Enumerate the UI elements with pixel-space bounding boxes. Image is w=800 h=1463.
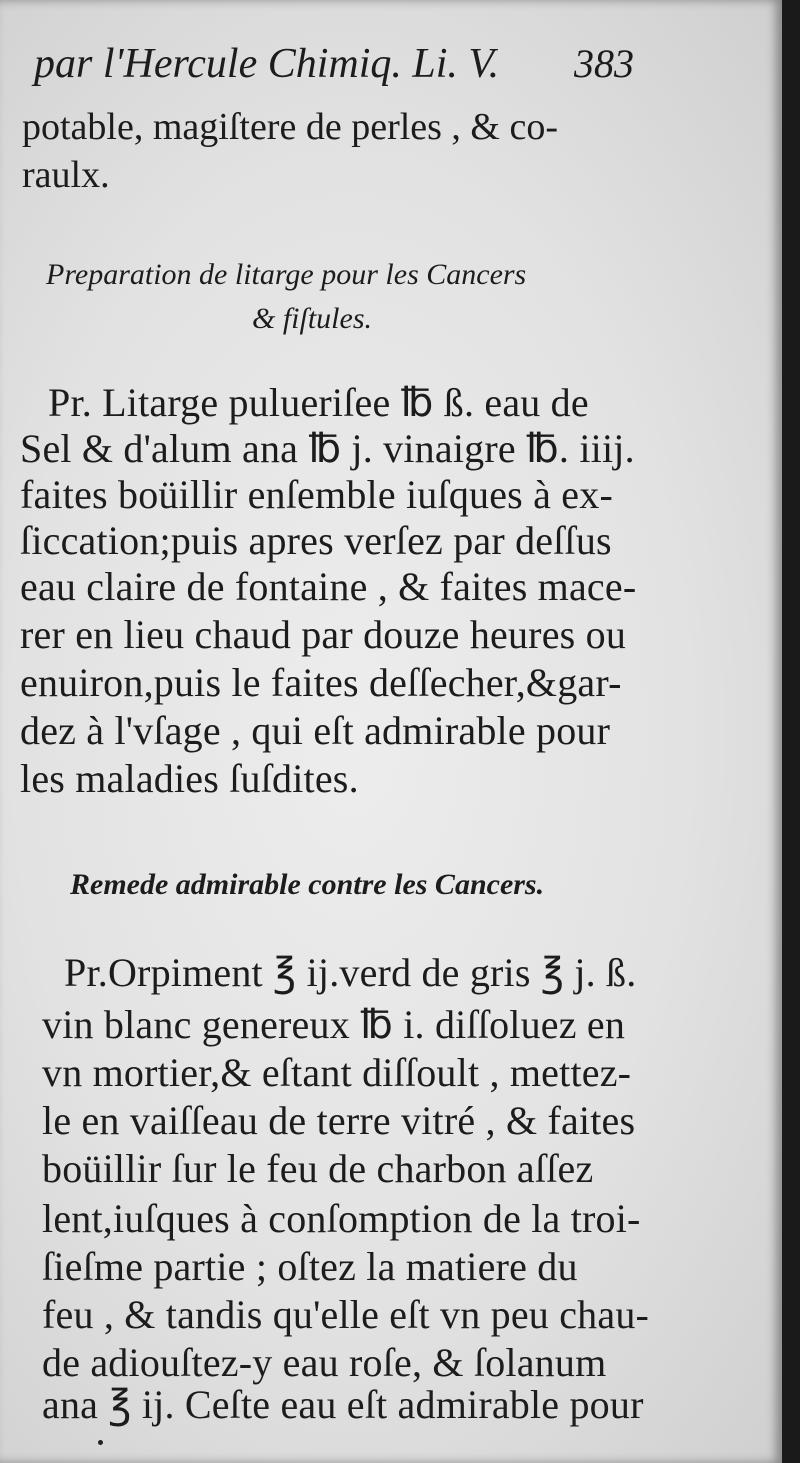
section-heading: Preparation de litarge pour les Cancers [46,258,527,291]
text-line: boüillir ſur le feu de charbon aſſez [42,1146,594,1191]
text-line: ſiccation;puis apres verſez par deſſus [20,518,612,563]
text-line: rer en lieu chaud par douze heures ou [20,612,627,657]
text-line: Sel & d'alum ana ℔ j. vinaigre ℔. iiij. [20,426,635,471]
page-number: 383 [574,41,634,86]
text-line: vn mortier,& eſtant diſſoult , mettez- [42,1050,632,1095]
section-heading: Remede admirable contre les Cancers. [70,868,545,901]
text-line: vin blanc genereux ℔ i. diſſoluez en [42,1002,626,1047]
text-line: eau claire de fontaine , & faites mace- [20,564,637,609]
text-line: les maladies ſuſdites. [20,756,359,801]
text-line: faites boüillir enſemble iuſques à ex- [20,472,613,517]
text-line: le en vaiſſeau de terre vitré , & faites [42,1098,636,1143]
continuation-line: potable, magiſtere de perles , & co- [22,106,559,148]
continuation-line: raulx. [22,154,110,196]
text-line: lent,iuſques à conſomption de la troi- [42,1196,641,1241]
text-line: dez à l'vſage , qui eſt admirable pour [20,708,611,753]
ink-speck [98,1440,103,1445]
section-heading: & fiſtules. [252,302,372,335]
running-header [34,40,754,100]
text-line: enuiron,puis le faites deſſecher,&gar- [20,660,622,705]
text-line: de adiouſtez-y eau roſe, & ſolanum [42,1340,607,1385]
text-line: ſieſme partie ; oſtez la matiere du [42,1244,578,1289]
text-line: ana ℥ ij. Ceſte eau eſt admirable pour [42,1382,644,1427]
text-line: feu , & tandis qu'elle eſt vn peu chau- [42,1292,650,1337]
text-line: Pr. Litarge pulueriſee ℔ ß. eau de [48,380,589,425]
running-title: par l'Hercule Chimiq. Li. V. [34,41,500,87]
text-line: Pr.Orpiment ℥ ij.verd de gris ℥ j. ß. [64,950,637,995]
